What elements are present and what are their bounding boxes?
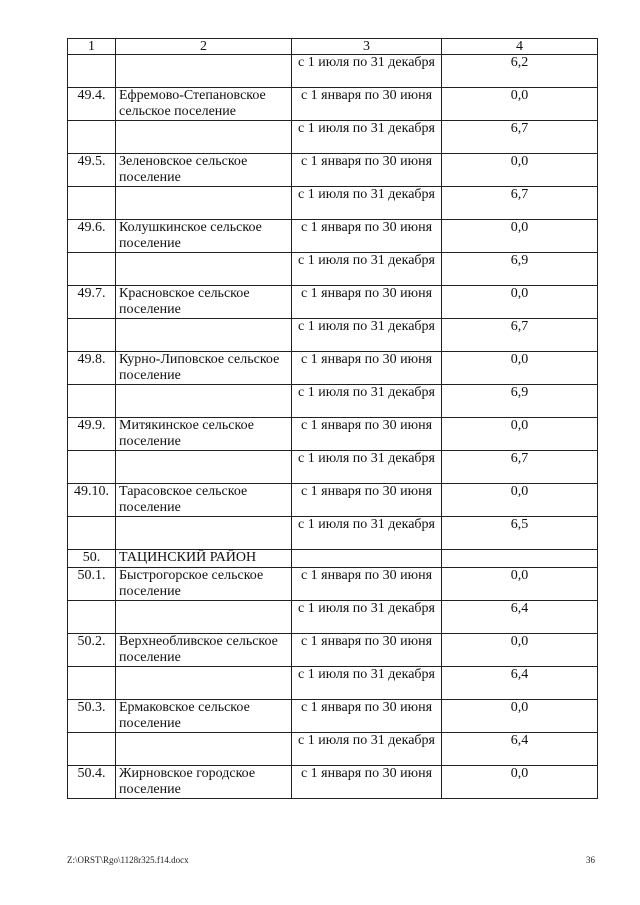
footer-page-number: 36	[586, 855, 595, 865]
settlement-name-cell: Жирновское городское поселение	[116, 766, 292, 799]
settlement-name-cell: Красновское сельское поселение	[116, 286, 292, 319]
settlement-name-cell	[116, 253, 292, 286]
rate-cell: 0,0	[442, 634, 598, 667]
row-number-cell: 49.7.	[68, 286, 116, 319]
rate-cell: 6,2	[442, 55, 598, 88]
period-cell: с 1 января по 30 июня	[292, 568, 442, 601]
row-number-cell	[68, 451, 116, 484]
rate-cell: 6,7	[442, 121, 598, 154]
table-row	[68, 55, 598, 88]
rate-cell: 6,9	[442, 253, 598, 286]
period-cell: с 1 июля по 31 декабря	[292, 385, 442, 418]
period-cell: с 1 января по 30 июня	[292, 418, 442, 451]
period-cell: с 1 июля по 31 декабря	[292, 121, 442, 154]
row-number-cell: 50.3.	[68, 700, 116, 733]
table-row	[68, 451, 598, 484]
rate-cell: 0,0	[442, 766, 598, 799]
period-cell: с 1 июля по 31 декабря	[292, 451, 442, 484]
settlement-name-cell	[116, 385, 292, 418]
settlement-name-cell	[116, 187, 292, 220]
rate-cell	[442, 550, 598, 568]
rate-cell: 6,9	[442, 385, 598, 418]
row-number-cell	[68, 187, 116, 220]
period-cell: с 1 января по 30 июня	[292, 220, 442, 253]
table-row	[68, 418, 598, 451]
table-row	[68, 550, 598, 568]
settlement-name-cell: Ефремово-Степановское сельское поселение	[116, 88, 292, 121]
table-row	[68, 484, 598, 517]
row-number-cell: 49.4.	[68, 88, 116, 121]
header-col-3: 3	[292, 39, 442, 55]
period-cell: с 1 июля по 31 декабря	[292, 187, 442, 220]
table-row	[68, 385, 598, 418]
row-number-cell	[68, 319, 116, 352]
period-cell: с 1 января по 30 июня	[292, 88, 442, 121]
table-row	[68, 88, 598, 121]
settlement-name-cell: Зеленовское сельское поселение	[116, 154, 292, 187]
table-row	[68, 568, 598, 601]
period-cell: с 1 января по 30 июня	[292, 484, 442, 517]
rate-cell: 6,4	[442, 601, 598, 634]
rate-cell: 0,0	[442, 700, 598, 733]
settlement-name-cell: ТАЦИНСКИЙ РАЙОН	[116, 550, 292, 568]
table-body	[68, 55, 598, 799]
settlement-name-cell	[116, 733, 292, 766]
period-cell: с 1 января по 30 июня	[292, 766, 442, 799]
rate-cell: 6,4	[442, 667, 598, 700]
table-row	[68, 286, 598, 319]
row-number-cell	[68, 385, 116, 418]
header-col-2: 2	[116, 39, 292, 55]
rate-cell: 0,0	[442, 418, 598, 451]
settlement-name-cell	[116, 121, 292, 154]
row-number-cell	[68, 517, 116, 550]
rate-cell: 0,0	[442, 154, 598, 187]
table-row	[68, 700, 598, 733]
table-row	[68, 253, 598, 286]
table-row	[68, 319, 598, 352]
period-cell: с 1 июля по 31 декабря	[292, 517, 442, 550]
settlement-name-cell: Колушкинское сельское поселение	[116, 220, 292, 253]
rate-cell: 6,7	[442, 187, 598, 220]
rate-cell: 6,5	[442, 517, 598, 550]
row-number-cell: 50.2.	[68, 634, 116, 667]
table-row	[68, 517, 598, 550]
row-number-cell	[68, 253, 116, 286]
rate-cell: 0,0	[442, 484, 598, 517]
period-cell	[292, 550, 442, 568]
row-number-cell: 50.	[68, 550, 116, 568]
table-row	[68, 601, 598, 634]
rate-cell: 0,0	[442, 352, 598, 385]
row-number-cell: 49.10.	[68, 484, 116, 517]
table-row	[68, 667, 598, 700]
period-cell: с 1 июля по 31 декабря	[292, 601, 442, 634]
table-row	[68, 220, 598, 253]
period-cell: с 1 января по 30 июня	[292, 634, 442, 667]
table-header	[68, 39, 598, 55]
period-cell: с 1 июля по 31 декабря	[292, 319, 442, 352]
settlement-name-cell	[116, 667, 292, 700]
rate-cell: 0,0	[442, 88, 598, 121]
rate-cell: 6,7	[442, 319, 598, 352]
period-cell: с 1 января по 30 июня	[292, 154, 442, 187]
table-row	[68, 154, 598, 187]
footer-file-path: Z:\ORST\Rgo\1128r325.f14.docx	[67, 855, 189, 865]
period-cell: с 1 января по 30 июня	[292, 700, 442, 733]
row-number-cell: 49.5.	[68, 154, 116, 187]
row-number-cell: 50.1.	[68, 568, 116, 601]
period-cell: с 1 июля по 31 декабря	[292, 253, 442, 286]
settlement-name-cell: Митякинское сельское поселение	[116, 418, 292, 451]
row-number-cell: 50.4.	[68, 766, 116, 799]
rate-cell: 6,7	[442, 451, 598, 484]
settlement-name-cell	[116, 601, 292, 634]
table-row	[68, 121, 598, 154]
settlement-name-cell: Верхнеобливское сельское поселение	[116, 634, 292, 667]
settlement-name-cell: Ермаковское сельское поселение	[116, 700, 292, 733]
settlement-name-cell: Курно-Липовское сельское поселение	[116, 352, 292, 385]
row-number-cell	[68, 121, 116, 154]
settlement-name-cell	[116, 517, 292, 550]
period-cell: с 1 июля по 31 декабря	[292, 733, 442, 766]
settlement-name-cell	[116, 451, 292, 484]
row-number-cell	[68, 733, 116, 766]
header-col-4: 4	[442, 39, 598, 55]
period-cell: с 1 июля по 31 декабря	[292, 55, 442, 88]
tariff-table	[67, 38, 598, 799]
settlement-name-cell: Быстрогорское сельское поселение	[116, 568, 292, 601]
row-number-cell	[68, 667, 116, 700]
header-col-1: 1	[68, 39, 116, 55]
rate-cell: 0,0	[442, 220, 598, 253]
settlement-name-cell	[116, 55, 292, 88]
period-cell: с 1 января по 30 июня	[292, 286, 442, 319]
rate-cell: 0,0	[442, 286, 598, 319]
table-row	[68, 733, 598, 766]
period-cell: с 1 января по 30 июня	[292, 352, 442, 385]
row-number-cell: 49.6.	[68, 220, 116, 253]
header-row	[68, 39, 598, 55]
table-row	[68, 352, 598, 385]
table-row	[68, 634, 598, 667]
table-row	[68, 766, 598, 799]
row-number-cell: 49.9.	[68, 418, 116, 451]
rate-cell: 0,0	[442, 568, 598, 601]
row-number-cell: 49.8.	[68, 352, 116, 385]
row-number-cell	[68, 55, 116, 88]
settlement-name-cell: Тарасовское сельское поселение	[116, 484, 292, 517]
period-cell: с 1 июля по 31 декабря	[292, 667, 442, 700]
table-row	[68, 187, 598, 220]
settlement-name-cell	[116, 319, 292, 352]
rate-cell: 6,4	[442, 733, 598, 766]
row-number-cell	[68, 601, 116, 634]
